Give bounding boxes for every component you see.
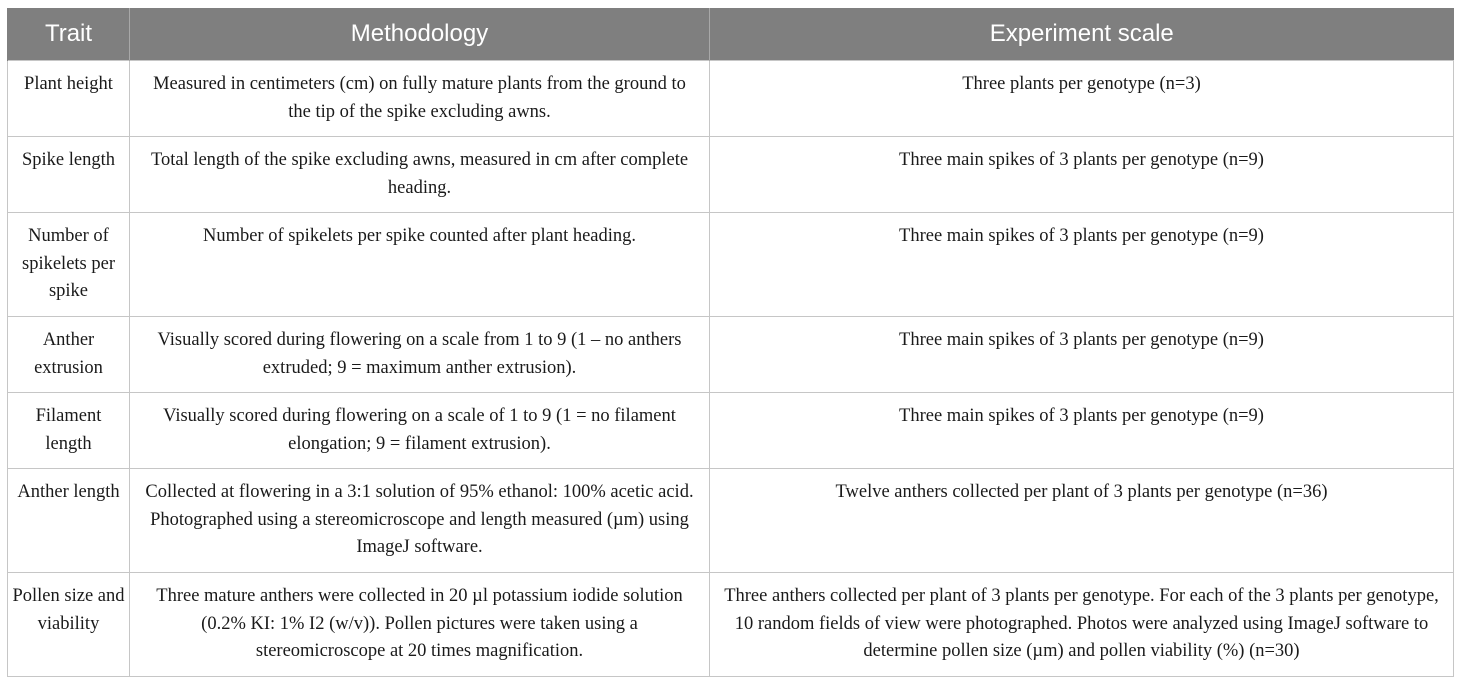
trait-cell: Pollen size and viability bbox=[8, 573, 130, 677]
trait-cell: Anther length bbox=[8, 469, 130, 573]
scale-cell: Twelve anthers collected per plant of 3 plants per genotype (n=36) bbox=[710, 469, 1454, 573]
methodology-cell: Number of spikelets per spike counted after plant heading. bbox=[130, 213, 710, 317]
trait-cell: Anther extrusion bbox=[8, 317, 130, 393]
scale-cell: Three main spikes of 3 plants per genotype (n=9) bbox=[710, 317, 1454, 393]
table-row bbox=[8, 469, 1454, 573]
methodology-cell: Collected at flowering in a 3:1 solution of 95% ethanol: 100% acetic acid. Photographed using a stereomicroscope and length measured (µm) using ImageJ software. bbox=[130, 469, 710, 573]
methodology-cell: Total length of the spike excluding awns, measured in cm after complete heading. bbox=[130, 137, 710, 213]
table-row bbox=[8, 61, 1454, 137]
scale-cell: Three main spikes of 3 plants per genotype (n=9) bbox=[710, 213, 1454, 317]
header-experiment-scale: Experiment scale bbox=[710, 8, 1454, 61]
header-methodology: Methodology bbox=[130, 8, 710, 61]
methodology-cell: Visually scored during flowering on a scale of 1 to 9 (1 = no filament elongation; 9 = filament extrusion). bbox=[130, 393, 710, 469]
table-row bbox=[8, 573, 1454, 677]
table-row bbox=[8, 317, 1454, 393]
table-body bbox=[8, 61, 1454, 677]
methodology-cell: Three mature anthers were collected in 20 µl potassium iodide solution (0.2% KI: 1% I2 (w/v)). Pollen pictures were taken using a stereomicroscope at 20 times magnification. bbox=[130, 573, 710, 677]
trait-methodology-table bbox=[7, 8, 1454, 677]
table-row bbox=[8, 393, 1454, 469]
trait-cell: Spike length bbox=[8, 137, 130, 213]
table-row bbox=[8, 137, 1454, 213]
scale-cell: Three main spikes of 3 plants per genotype (n=9) bbox=[710, 393, 1454, 469]
header-row bbox=[8, 8, 1454, 61]
table-header bbox=[8, 8, 1454, 61]
scale-cell: Three main spikes of 3 plants per genotype (n=9) bbox=[710, 137, 1454, 213]
scale-cell: Three plants per genotype (n=3) bbox=[710, 61, 1454, 137]
table-row bbox=[8, 213, 1454, 317]
trait-cell: Plant height bbox=[8, 61, 130, 137]
trait-methodology-table-container bbox=[7, 8, 1453, 677]
methodology-cell: Measured in centimeters (cm) on fully mature plants from the ground to the tip of the spike excluding awns. bbox=[130, 61, 710, 137]
scale-cell: Three anthers collected per plant of 3 plants per genotype. For each of the 3 plants per genotype, 10 random fields of view were photographed. Photos were analyzed using ImageJ software to determine pollen size (µm) and pollen viability (%) (n=30) bbox=[710, 573, 1454, 677]
trait-cell: Filament length bbox=[8, 393, 130, 469]
header-trait: Trait bbox=[8, 8, 130, 61]
methodology-cell: Visually scored during flowering on a scale from 1 to 9 (1 – no anthers extruded; 9 = maximum anther extrusion). bbox=[130, 317, 710, 393]
trait-cell: Number of spikelets per spike bbox=[8, 213, 130, 317]
